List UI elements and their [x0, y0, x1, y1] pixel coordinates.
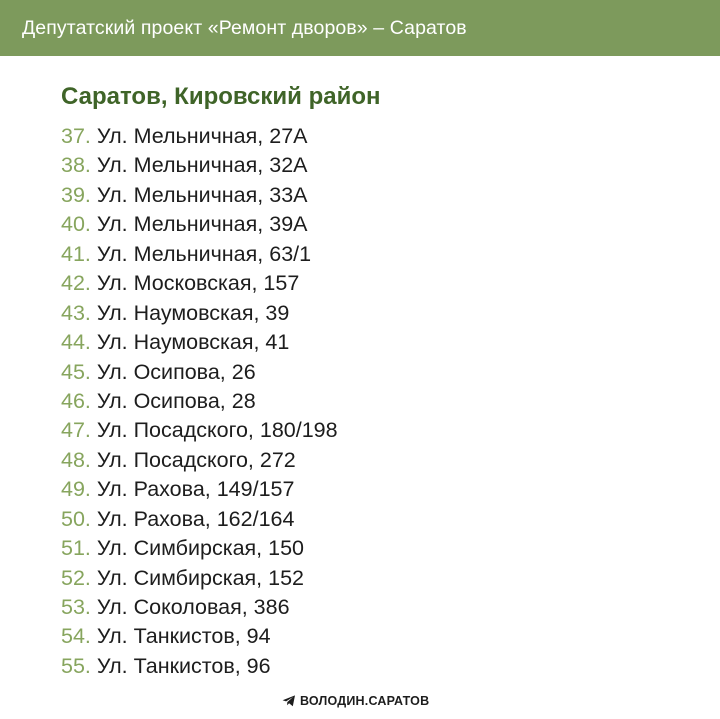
- item-address: Ул. Мельничная, 27А: [96, 124, 308, 148]
- item-number: 47.: [61, 418, 91, 443]
- item-number: 46.: [61, 388, 91, 413]
- item-number: 39.: [61, 182, 91, 207]
- item-number: 54.: [61, 624, 91, 649]
- footer-brand-label: ВОЛОДИН.САРАТОВ: [300, 694, 430, 708]
- item-number: 42.: [61, 271, 91, 296]
- list-item: [61, 416, 338, 445]
- list-item: [61, 475, 338, 504]
- list-item: [61, 299, 338, 328]
- item-number: 40.: [61, 212, 91, 237]
- item-address: Ул. Наумовская, 41: [96, 330, 290, 355]
- item-number: 44.: [61, 330, 91, 355]
- item-address: Ул. Мельничная, 39А: [96, 212, 308, 237]
- item-number: 37.: [61, 124, 91, 148]
- item-address: Ул. Симбирская, 152: [96, 565, 304, 590]
- list-item: [61, 622, 338, 651]
- item-number: 43.: [61, 300, 91, 325]
- list-item: [61, 534, 338, 563]
- item-number: 49.: [61, 477, 91, 502]
- item-address: Ул. Танкистов, 96: [96, 653, 271, 678]
- telegram-icon: [282, 695, 296, 707]
- item-number: 41.: [61, 241, 91, 266]
- item-number: 52.: [61, 565, 91, 590]
- list-item: [61, 652, 338, 681]
- item-number: 55.: [61, 653, 91, 678]
- item-number: 51.: [61, 536, 91, 561]
- header-bar: [0, 0, 720, 56]
- list-item: [61, 122, 338, 151]
- footer-brand: [282, 691, 429, 711]
- item-number: 45.: [61, 359, 91, 384]
- item-number: 48.: [61, 447, 91, 472]
- item-address: Ул. Соколовая, 386: [96, 595, 290, 619]
- list-item: [61, 593, 338, 622]
- list-item: [61, 505, 338, 534]
- list-item: [61, 358, 338, 387]
- item-address: Ул. Посадского, 180/198: [96, 418, 338, 443]
- list-item: [61, 564, 338, 593]
- item-address: Ул. Осипова, 26: [96, 359, 256, 384]
- item-address: Ул. Осипова, 28: [96, 388, 256, 413]
- item-address: Ул. Рахова, 149/157: [96, 477, 295, 502]
- list-item: [61, 328, 338, 357]
- section-title: Саратов, Кировский район: [61, 83, 381, 110]
- header-title: Депутатский проект «Ремонт дворов» – Саратов: [22, 16, 467, 39]
- list-item: [61, 181, 338, 210]
- list-item: [61, 446, 338, 475]
- address-list: [61, 122, 338, 681]
- item-address: Ул. Московская, 157: [96, 271, 300, 296]
- list-item: [61, 151, 338, 180]
- list-item: [61, 269, 338, 298]
- item-address: Ул. Мельничная, 33А: [96, 182, 308, 207]
- item-address: Ул. Посадского, 272: [96, 447, 296, 472]
- item-number: 50.: [61, 506, 91, 531]
- item-number: 38.: [61, 153, 91, 178]
- item-address: Ул. Наумовская, 39: [96, 300, 290, 325]
- list-item: [61, 240, 338, 269]
- item-address: Ул. Мельничная, 63/1: [96, 241, 312, 266]
- list-item: [61, 387, 338, 416]
- item-address: Ул. Мельничная, 32А: [96, 153, 308, 178]
- list-item: [61, 210, 338, 239]
- item-address: Ул. Танкистов, 94: [96, 624, 271, 649]
- item-number: 53.: [61, 595, 91, 619]
- item-address: Ул. Рахова, 162/164: [96, 506, 295, 531]
- item-address: Ул. Симбирская, 150: [96, 536, 304, 561]
